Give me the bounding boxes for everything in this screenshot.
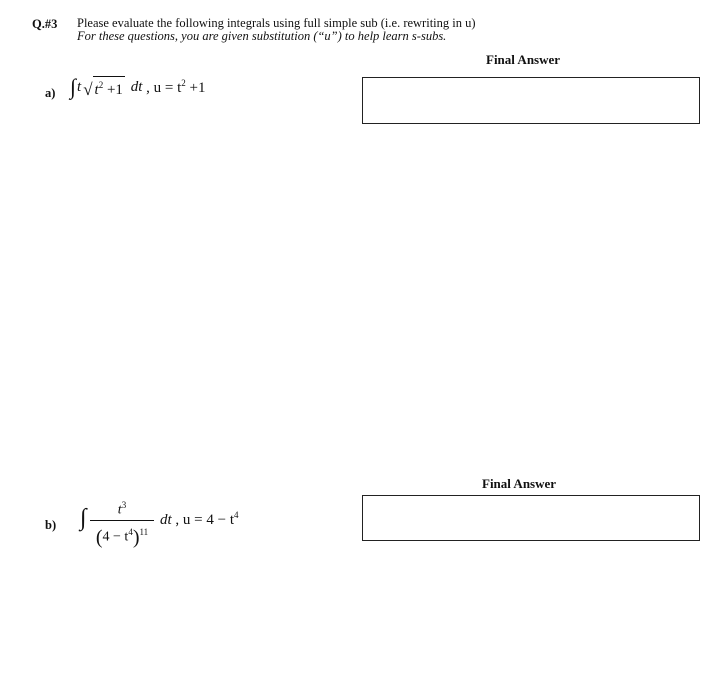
radical-sign: √	[83, 80, 93, 99]
square-root	[83, 76, 125, 98]
part-label-b: b)	[45, 518, 57, 532]
final-answer-label-b: Final Answer	[482, 476, 557, 491]
instruction-text: Please evaluate the following integrals using full simple sub (i.e. rewriting in u)	[77, 16, 476, 30]
final-answer-box-b[interactable]	[362, 495, 700, 541]
substitution-b: , $u = 4 - t^4$	[175, 510, 239, 528]
differential-b: dt	[160, 512, 172, 528]
fraction-denominator: $(4 - t^4)^{11}$	[95, 526, 149, 549]
fraction-b	[90, 498, 154, 549]
part-label-a: a)	[45, 86, 56, 100]
sub-instruction-text: For these questions, you are given substitution (“u”) to help learn s-subs.	[77, 29, 447, 43]
integrand-prefix: t	[77, 78, 82, 95]
differential-a: dt	[130, 78, 143, 95]
integral-expression-a	[70, 76, 205, 98]
radicand: $t^2 +1$	[93, 76, 125, 98]
integral-sign-b: ∫	[80, 505, 87, 531]
final-answer-label-a: Final Answer	[486, 52, 561, 67]
integral-rest-b	[160, 510, 239, 529]
question-instructions	[77, 17, 476, 43]
fraction-numerator: $t^3$	[117, 500, 127, 518]
fraction-bar	[90, 520, 154, 521]
substitution-a: , $u = t^2 +1$	[146, 77, 206, 96]
question-number: Q.#3	[32, 17, 58, 31]
integral-sign: ∫	[70, 74, 77, 99]
final-answer-box-a[interactable]	[362, 77, 700, 124]
